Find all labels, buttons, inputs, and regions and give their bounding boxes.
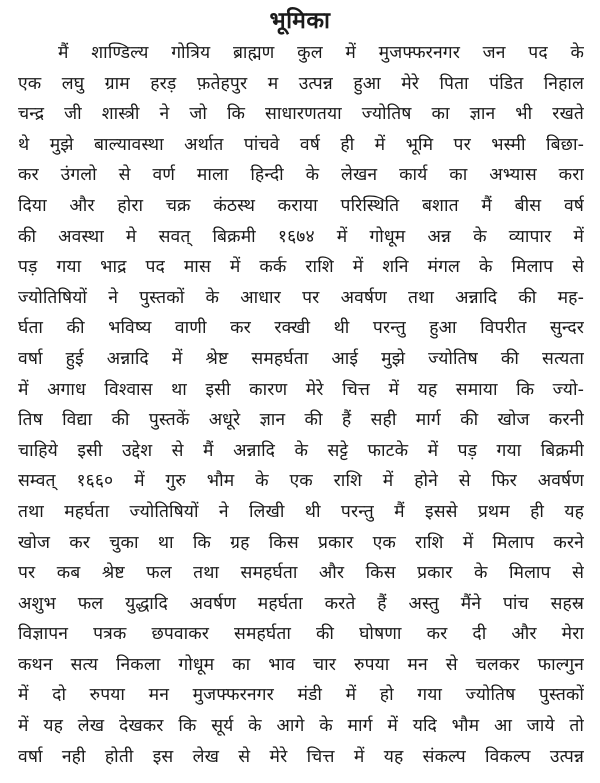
body-text [18, 38, 584, 772]
text-line: वर्षा नही होती इस लेख से मेरे चित्त में यह संकल्प विकल्प उत्पन्न [18, 746, 584, 767]
text-line: एक लघु ग्राम हरड़ फ़तेहपुर म उत्पन्न हुआ मेरे पिता पंडित निहाल [18, 73, 584, 94]
text-line: पर कब श्रेष्ट फल तथा समहर्घता और किस प्रकार के मिलाप से [18, 563, 584, 584]
text-line: र्घता की भविष्य वाणी कर रक्खी थी परन्तु हुआ विपरीत सुन्दर [18, 318, 584, 339]
text-line: तिष विद्या की पुस्तकें अधूरे ज्ञान की हैं सही मार्ग की खोज करनी [18, 410, 584, 431]
text-line: थे मुझे बाल्यावस्था अर्थात पांचवे वर्ष ही में भूमि पर भस्मी बिछा- [18, 134, 584, 155]
text-line: सम्वत् १६६० में गुरु भौम के एक राशि में होने से फिर अवर्षण [18, 471, 584, 492]
text-line: पड़ गया भाद्र पद मास में कर्क राशि में शनि मंगल के मिलाप से [18, 257, 584, 278]
text-line: चन्द्र जी शास्त्री ने जो कि साधारणतया ज्योतिष का ज्ञान भी रखते [18, 104, 584, 125]
text-line: ज्योतिषियों ने पुस्तकों के आधार पर अवर्षण तथा अन्नादि की मह- [18, 287, 584, 308]
page-title: भूमिका [269, 8, 331, 34]
text-line: वर्षा हुई अन्नादि में श्रेष्ट समहर्घता आई मुझे ज्योतिष की सत्यता [18, 348, 584, 369]
text-line: मैं शाण्डिल्य गोत्रिय ब्राह्मण कुल में मुजफ्फरनगर जन पद के [58, 43, 584, 63]
text-line: की अवस्था मे सवत् बिक्रमी १६७४ में गोधूम अन्न के व्यापार में [18, 226, 584, 247]
text-line: में यह लेख देखकर कि सूर्य के आगे के मार्ग में यदि भौम आ जाये तो [18, 716, 584, 737]
text-line: चाहिये इसी उद्देश से मैं अन्नादि के सट्टे फाटके में पड़ गया बिक्रमी [18, 440, 584, 461]
text-line: तथा महर्घता ज्योतिषियों ने लिखी थी परन्तु मैं इससे प्रथम ही यह [18, 501, 584, 522]
text-line: दिया और होरा चक्र कंठस्थ कराया परिस्थिति बशात मैं बीस वर्ष [18, 195, 584, 216]
text-line: विज्ञापन पत्रक छपवाकर समहर्घता की घोषणा कर दी और मेरा [18, 624, 584, 645]
text-line: कर उंगलो से वर्ण माला हिन्दी के लेखन कार्य का अभ्यास करा [18, 165, 584, 186]
text-line: कथन सत्य निकला गोधूम का भाव चार रुपया मन से चलकर फाल्गुन [18, 654, 584, 675]
text-line: में दो रुपया मन मुजफ्फरनगर मंडी में हो गया ज्योतिष पुस्तकों [18, 685, 584, 706]
text-line: में अगाध विश्वास था इसी कारण मेरे चित्त में यह समाया कि ज्यो- [18, 379, 584, 400]
text-line: अशुभ फल युद्धादि अवर्षण महर्घता करते हैं अस्तु मैंने पांच सहस्र [18, 593, 584, 614]
text-line: खोज कर चुका था कि ग्रह किस प्रकार एक राशि में मिलाप करने [18, 532, 584, 553]
